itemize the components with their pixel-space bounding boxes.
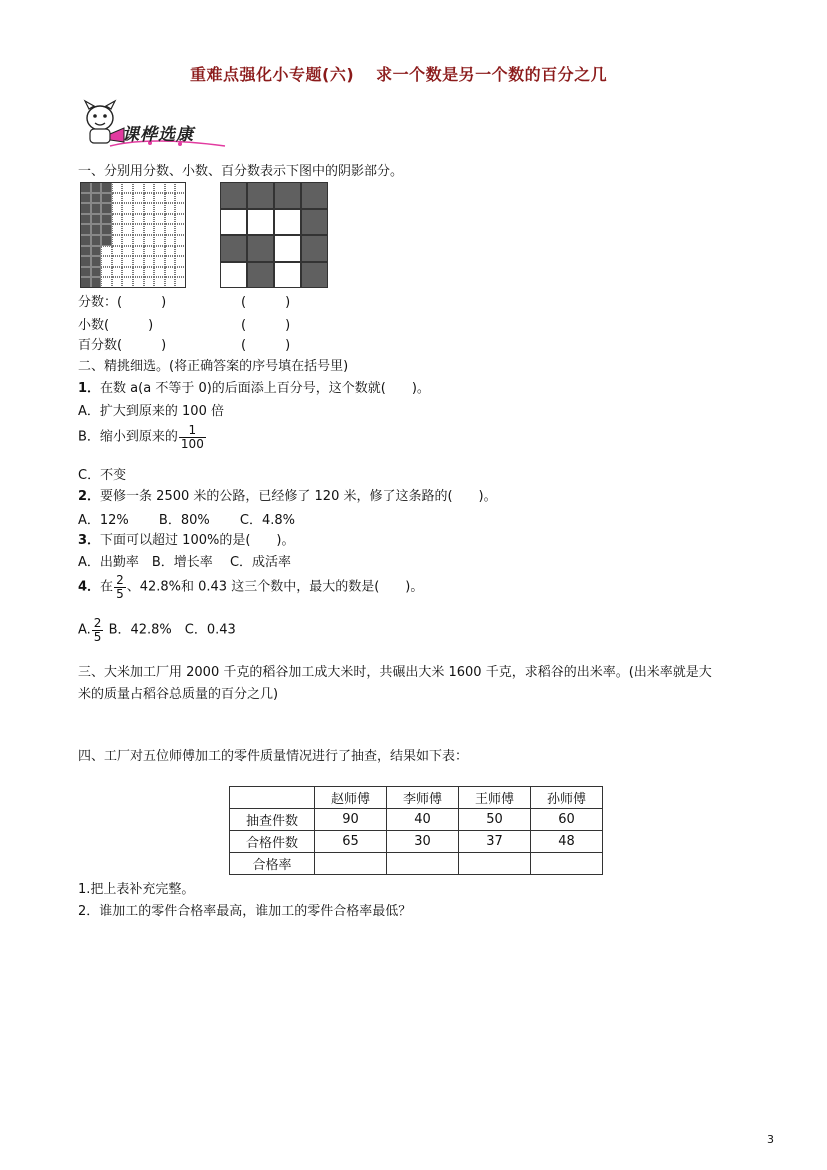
shaded-cell: [301, 262, 328, 289]
grid-cell: [274, 235, 301, 262]
table-header-cell: 李师傅: [387, 787, 459, 809]
q4-options: [78, 617, 236, 643]
percent-label: 百分数( ): [78, 338, 167, 353]
fraction-denominator: 100: [180, 436, 204, 451]
q1-option-a: A．扩大到原来的 100 倍: [78, 404, 224, 419]
q4-option-rest: B．42.8% C．0.43: [104, 622, 236, 638]
shaded-cell: [247, 182, 274, 209]
table-header-cell: [230, 787, 315, 809]
q3-options: A．出勤率 B．增长率 C．成活率: [78, 555, 292, 570]
shaded-cell: [247, 235, 274, 262]
table-row-label: 抽查件数: [230, 809, 315, 831]
table-cell-blank[interactable]: [531, 853, 603, 875]
grid-cell: [247, 209, 274, 236]
section2-heading: 二、精挑细选。(将正确答案的序号填在括号里): [78, 359, 349, 374]
q1-option-c: C．不变: [78, 468, 127, 483]
title-part2: 求一个数是另一个数的百分之几: [376, 65, 608, 84]
table-row: [230, 853, 603, 875]
q4: [78, 574, 423, 600]
table-cell: 90: [315, 809, 387, 831]
q1: [78, 377, 430, 396]
q1-text: 在数 a(a 不等于 0)的后面添上百分号，这个数就( )。: [100, 381, 430, 396]
grid-cell: [274, 209, 301, 236]
shaded-cell: [220, 182, 247, 209]
q2: [78, 485, 497, 504]
decimal-label: 小数( ): [78, 318, 154, 333]
section4-q1: 1.把上表补充完整。: [78, 882, 195, 897]
fraction-1-100: [179, 424, 206, 450]
table-cell: 37: [459, 831, 531, 853]
q1-number: 1．: [78, 381, 101, 396]
grid-sixteen-squares: [220, 182, 328, 288]
table-cell: 30: [387, 831, 459, 853]
title-part1: 重难点强化小专题(六): [190, 65, 355, 84]
section4-q2: 2．谁加工的零件合格率最高，谁加工的零件合格率最低？: [78, 904, 412, 919]
table-cell: 65: [315, 831, 387, 853]
shaded-cell: [301, 209, 328, 236]
q4-option-a: A.: [78, 622, 91, 638]
table-header-cell: 孙师傅: [531, 787, 603, 809]
table-cell: 48: [531, 831, 603, 853]
fraction-numerator: 2: [93, 616, 102, 630]
grid-cell: [274, 262, 301, 289]
section1-heading: 一、分别用分数、小数、百分数表示下图中的阴影部分。: [78, 164, 404, 179]
table-cell: 60: [531, 809, 603, 831]
table-row-label: 合格率: [230, 853, 315, 875]
table-cell-blank[interactable]: [459, 853, 531, 875]
fraction-denominator: 5: [116, 586, 124, 601]
grid-cell: [220, 262, 247, 289]
table-row: [230, 831, 603, 853]
q3-number: 3．: [78, 533, 101, 548]
fraction-2-5-option: [92, 617, 104, 643]
q2-text: 要修一条 2500 米的公路，已经修了 120 米，修了这条路的( )。: [100, 489, 497, 504]
q4-number: 4．: [78, 579, 101, 595]
q2-options: A．12% B．80% C．4.8%: [78, 513, 295, 528]
q1-option-b-prefix: B．缩小到原来的: [78, 429, 178, 445]
percent-row: [78, 334, 166, 353]
page-number: 3: [767, 1133, 774, 1146]
decimal-row: [78, 314, 153, 333]
table-row-label: 合格件数: [230, 831, 315, 853]
shaded-cell: [301, 235, 328, 262]
page-title: [190, 62, 607, 85]
table-cell-blank[interactable]: [315, 853, 387, 875]
q1-option-b: [78, 424, 207, 450]
percent-blank-b: ( ): [241, 338, 291, 353]
fraction-row: [78, 291, 166, 310]
q4-text: 、42.8%和 0.43 这三个数中，最大的数是( )。: [126, 579, 424, 595]
grid-cell: [220, 209, 247, 236]
table-header-row: [230, 787, 603, 809]
shaded-cell: [220, 235, 247, 262]
section4-heading: 四、工厂对五位师傅加工的零件质量情况进行了抽查，结果如下表：: [78, 749, 469, 764]
q2-number: 2．: [78, 489, 101, 504]
section3-line2: 米的质量占稻谷总质量的百分之几): [78, 687, 279, 702]
shaded-cell: [301, 182, 328, 209]
quality-table: [229, 786, 603, 875]
table-row: [230, 809, 603, 831]
fraction-blank-b: ( ): [241, 295, 291, 310]
shaded-cell: [247, 262, 274, 289]
shaded-cell: [274, 182, 301, 209]
table-cell-blank[interactable]: [387, 853, 459, 875]
table-cell: 40: [387, 809, 459, 831]
section-banner: 课桦选康: [122, 125, 194, 145]
table-cell: 50: [459, 809, 531, 831]
fraction-numerator: 2: [116, 573, 124, 587]
fraction-denominator: 5: [93, 629, 102, 644]
fraction-numerator: 1: [179, 424, 206, 438]
grid-frame: [80, 182, 186, 288]
q3: [78, 529, 295, 548]
q4-prefix: 在: [100, 579, 114, 595]
grid-hundred-squares: [80, 182, 186, 288]
fraction-2-5: [114, 574, 126, 600]
section3-line1: 三、大米加工厂用 2000 千克的稻谷加工成大米时，共碾出大米 1600 千克，求稻谷的出米率。(出米率就是大: [78, 665, 712, 680]
table-header-cell: 王师傅: [459, 787, 531, 809]
decimal-blank-b: ( ): [241, 318, 291, 333]
fraction-label: 分数：( ): [78, 295, 167, 310]
q3-text: 下面可以超过 100%的是( )。: [100, 533, 295, 548]
table-header-cell: 赵师傅: [315, 787, 387, 809]
